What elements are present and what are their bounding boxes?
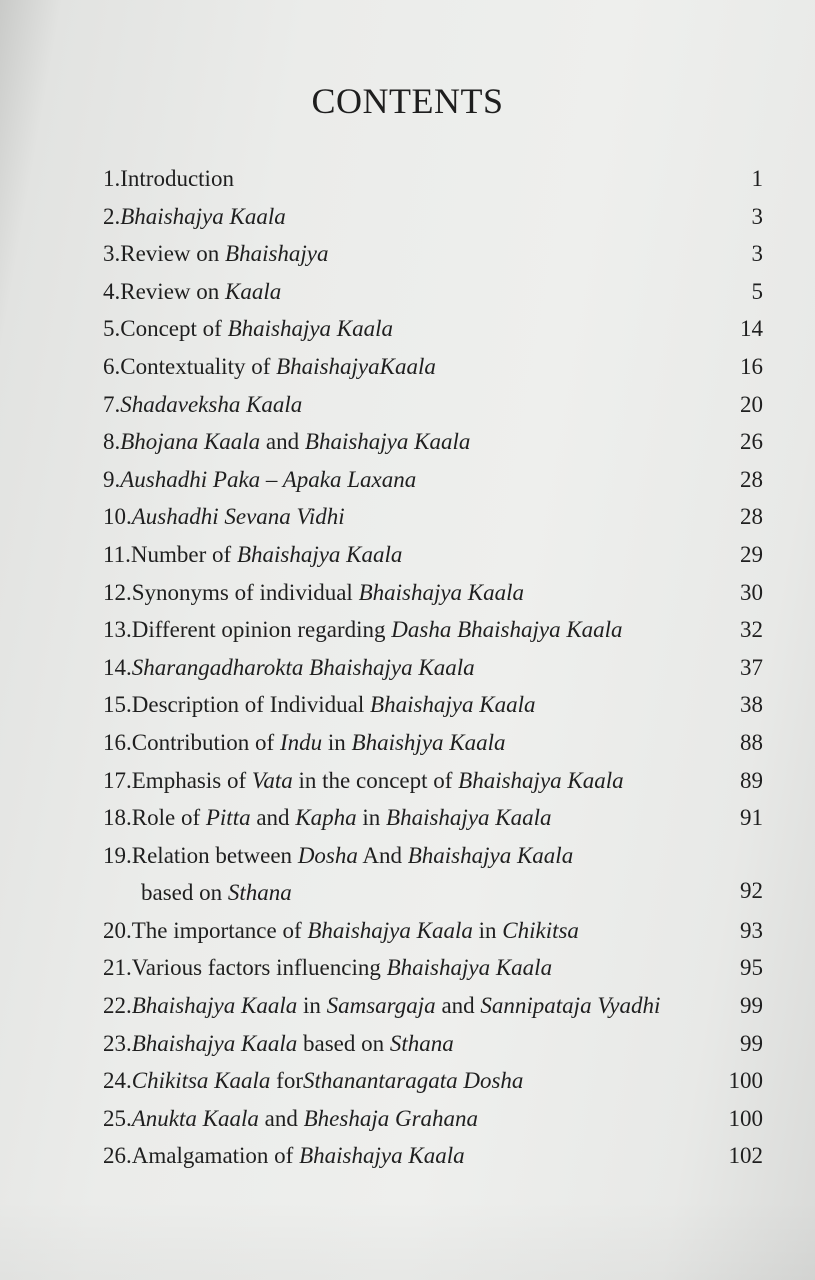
- entry-term: Bhaishajya: [225, 241, 329, 267]
- toc-entry[interactable]: [103, 912, 763, 950]
- entry-number: 15.: [103, 692, 132, 718]
- toc-entry[interactable]: [103, 273, 763, 311]
- entry-term: Dasha Bhaishajya Kaala: [391, 617, 623, 643]
- toc-entry[interactable]: [103, 536, 763, 574]
- entry-title: [132, 498, 763, 536]
- entry-number: 1.: [103, 166, 121, 191]
- entry-number: 26.: [103, 1143, 132, 1169]
- entry-text: Emphasis of: [131, 767, 252, 793]
- entry-term: Bhaishajya Kaala: [386, 955, 553, 981]
- entry-title: [132, 574, 763, 612]
- entry-term: Chikitsa: [502, 917, 579, 943]
- entry-page-number: 5: [751, 278, 763, 304]
- entry-term: Sharangadharokta Bhaishajya Kaala: [131, 654, 475, 680]
- entry-title: [132, 686, 763, 724]
- entry-number: 25.: [103, 1105, 132, 1131]
- entry-title: [132, 649, 763, 687]
- entry-term: Bhaishajya Kaala: [358, 579, 525, 605]
- entry-text: in: [472, 917, 503, 943]
- entry-text: Introduction: [120, 166, 234, 191]
- entry-title: [120, 198, 763, 236]
- entry-term: Bhaishajya Kaala: [299, 1143, 465, 1169]
- entry-title: [132, 1062, 763, 1100]
- entry-page-number: 100: [728, 1105, 763, 1131]
- toc-entry[interactable]: [103, 611, 763, 649]
- entry-title: [132, 799, 763, 837]
- entry-page-number: 95: [740, 955, 763, 981]
- entry-text: Number of: [130, 541, 237, 567]
- entry-text: Amalgamation of: [131, 1143, 300, 1169]
- entry-term: Sannipataja Vyadhi: [480, 993, 661, 1019]
- entry-term: Bhaishajya Kaala: [407, 842, 574, 868]
- entry-term: Bhaishajya Kaala: [236, 541, 403, 567]
- page-shadow: [0, 1200, 815, 1280]
- entry-text: and: [435, 993, 481, 1019]
- entry-number: 10.: [103, 504, 132, 530]
- entry-page-number: 88: [740, 729, 763, 755]
- entry-text: in: [297, 993, 327, 1019]
- entry-page-number: 93: [740, 917, 763, 943]
- entry-title: [132, 1100, 763, 1138]
- entry-page-number: 100: [728, 1068, 763, 1094]
- entry-text: Synonyms of individual: [131, 579, 359, 605]
- entry-number: 6.: [103, 353, 121, 379]
- entry-term: Bheshaja Grahana: [303, 1105, 479, 1131]
- entry-text: Review on: [120, 241, 226, 267]
- entry-term: Bhojana Kaala: [120, 429, 261, 455]
- entry-term: Kaala: [225, 278, 282, 304]
- toc-entry[interactable]: [103, 987, 763, 1025]
- entry-number: 9.: [103, 466, 121, 492]
- entry-term: Chikitsa Kaala: [131, 1068, 271, 1094]
- entry-term: Anukta Kaala: [131, 1105, 259, 1131]
- entry-term: Bhaishajya Kaala: [131, 1030, 298, 1056]
- entry-text: based on: [297, 1030, 390, 1056]
- entry-number: 3.: [103, 241, 121, 267]
- entry-page-number: 16: [740, 353, 763, 379]
- toc-entry[interactable]: [103, 1025, 763, 1063]
- entry-text: Role of: [131, 805, 206, 831]
- entry-page-number: 20: [740, 391, 763, 417]
- entry-term: Bhaishajya Kaala: [120, 203, 286, 229]
- entry-term: Bhaishajya Kaala: [386, 805, 552, 831]
- entry-title: [120, 235, 763, 273]
- entry-text: and: [260, 429, 305, 455]
- entry-term: Bhaishajya Kaala: [227, 316, 394, 342]
- toc-entry[interactable]: [103, 686, 763, 724]
- entry-page-number: 26: [740, 429, 763, 455]
- entry-text: The importance of: [131, 917, 308, 943]
- entry-page-number: 92: [740, 878, 763, 904]
- entry-term: Sthanantaragata Dosha: [302, 1068, 524, 1094]
- entry-term: BhaishajyaKaala: [276, 353, 436, 379]
- entry-term: Bhaishajya Kaala: [304, 429, 471, 455]
- toc-entry[interactable]: [103, 1062, 763, 1100]
- toc-entry[interactable]: [103, 1137, 763, 1175]
- entry-text: based on: [141, 880, 228, 906]
- entry-number: 2.: [103, 203, 121, 229]
- entry-text: Concept of: [120, 316, 228, 342]
- entry-page-number: 99: [740, 993, 763, 1019]
- entry-text: Description of Individual: [131, 692, 371, 718]
- entry-page-number: 38: [740, 692, 763, 718]
- entry-title-continuation: [103, 874, 763, 912]
- entry-title: [131, 536, 763, 574]
- entry-number: 8.: [103, 429, 121, 455]
- entry-page-number: 37: [740, 654, 763, 680]
- entry-text: Contribution of: [131, 729, 280, 755]
- toc-entry[interactable]: [103, 348, 763, 386]
- toc-entry[interactable]: [103, 1100, 763, 1138]
- toc-entry[interactable]: [103, 461, 763, 499]
- entry-title: [132, 949, 763, 987]
- entry-term: Kapha: [295, 805, 357, 831]
- entry-number: 24.: [103, 1068, 132, 1094]
- entry-text: Review on: [120, 278, 226, 304]
- entry-term: Bhaishajya Kaala: [131, 993, 298, 1019]
- toc-entry[interactable]: [103, 724, 763, 762]
- toc-entry[interactable]: [103, 160, 763, 198]
- entry-page-number: 30: [740, 579, 763, 605]
- entry-number: 11.: [103, 541, 131, 567]
- entry-page-number: 28: [740, 504, 763, 530]
- entry-title: [120, 273, 763, 311]
- entry-term: Vata: [251, 767, 293, 793]
- entry-page-number: 89: [740, 767, 763, 793]
- entry-page-number: 28: [740, 466, 763, 492]
- toc-entry[interactable]: [103, 310, 763, 348]
- entry-text: in: [322, 729, 352, 755]
- entry-text: and: [250, 805, 296, 831]
- entry-page-number: 1: [751, 166, 763, 191]
- entry-term: Bhaishajya Kaala: [458, 767, 624, 793]
- entry-number: 5.: [103, 316, 121, 342]
- entry-text: And: [357, 842, 408, 868]
- toc-entry[interactable]: [103, 949, 763, 987]
- entry-number: 14.: [103, 654, 132, 680]
- entry-title: [132, 611, 763, 649]
- entry-title: [132, 912, 763, 950]
- entry-title: [132, 837, 763, 875]
- entry-text: and: [258, 1105, 304, 1131]
- entry-term: Samsargaja: [326, 993, 436, 1019]
- toc-entry[interactable]: [103, 837, 763, 912]
- entry-term: Bhaishajya Kaala: [307, 917, 473, 943]
- entry-number: 20.: [103, 917, 132, 943]
- entry-title: [120, 160, 763, 198]
- entry-title: [132, 1025, 763, 1063]
- entry-number: 4.: [103, 278, 121, 304]
- entry-term: Pitta: [205, 805, 251, 831]
- toc-entry[interactable]: [103, 649, 763, 687]
- page-title: CONTENTS: [311, 81, 504, 121]
- entry-page-number: 3: [751, 203, 763, 229]
- entry-title: [120, 386, 763, 424]
- entry-text: Different opinion regarding: [131, 617, 392, 643]
- entry-term: Dosha: [297, 842, 358, 868]
- entry-text: for: [270, 1068, 303, 1094]
- toc-entry[interactable]: [103, 235, 763, 273]
- toc-entry[interactable]: [103, 423, 763, 461]
- entry-title: [120, 423, 763, 461]
- toc-entry[interactable]: [103, 198, 763, 236]
- entry-term: Sthana: [389, 1030, 454, 1056]
- entry-term: Sthana: [227, 880, 292, 906]
- entry-number: 7.: [103, 391, 121, 417]
- entry-page-number: 14: [740, 316, 763, 342]
- toc-entry[interactable]: [103, 386, 763, 424]
- entry-term: Bhaishjya Kaala: [351, 729, 506, 755]
- entry-number: 16.: [103, 729, 132, 755]
- toc-entry[interactable]: [103, 498, 763, 536]
- entry-title: [120, 310, 763, 348]
- entry-number: 22.: [103, 993, 132, 1019]
- toc-entry[interactable]: [103, 574, 763, 612]
- entry-page-number: 102: [728, 1143, 763, 1169]
- entry-term: Indu: [279, 729, 323, 755]
- entry-text: in the concept of: [292, 767, 459, 793]
- entry-term: Bhaishajya Kaala: [370, 692, 536, 718]
- entry-number: 18.: [103, 805, 132, 831]
- entry-number: 13.: [103, 617, 132, 643]
- entry-term: Aushadhi Sevana Vidhi: [131, 504, 345, 530]
- entry-text: in: [356, 805, 387, 831]
- toc-entry[interactable]: [103, 799, 763, 837]
- entry-term: Shadaveksha Kaala: [120, 391, 303, 417]
- entry-title: [120, 348, 763, 386]
- entry-term: Aushadhi Paka – Apaka Laxana: [120, 466, 417, 492]
- entry-title: [132, 762, 763, 800]
- entry-title: [132, 1137, 763, 1175]
- entry-title: [132, 987, 763, 1025]
- entry-text: Relation between: [131, 842, 298, 868]
- entry-title: [120, 461, 763, 499]
- entry-page-number: 91: [740, 805, 763, 831]
- entry-text: Various factors influencing: [131, 955, 387, 981]
- entry-page-number: 29: [740, 541, 763, 567]
- entry-number: 23.: [103, 1030, 132, 1056]
- entry-title: [132, 724, 763, 762]
- entry-number: 21.: [103, 955, 132, 981]
- toc-entry[interactable]: [103, 762, 763, 800]
- entry-page-number: 32: [740, 617, 763, 643]
- table-of-contents: [103, 160, 763, 1175]
- entry-page-number: 3: [751, 241, 763, 267]
- entry-page-number: 99: [740, 1030, 763, 1056]
- entry-number: 19.: [103, 842, 132, 868]
- entry-number: 12.: [103, 579, 132, 605]
- entry-number: 17.: [103, 767, 132, 793]
- entry-text: Contextuality of: [120, 353, 277, 379]
